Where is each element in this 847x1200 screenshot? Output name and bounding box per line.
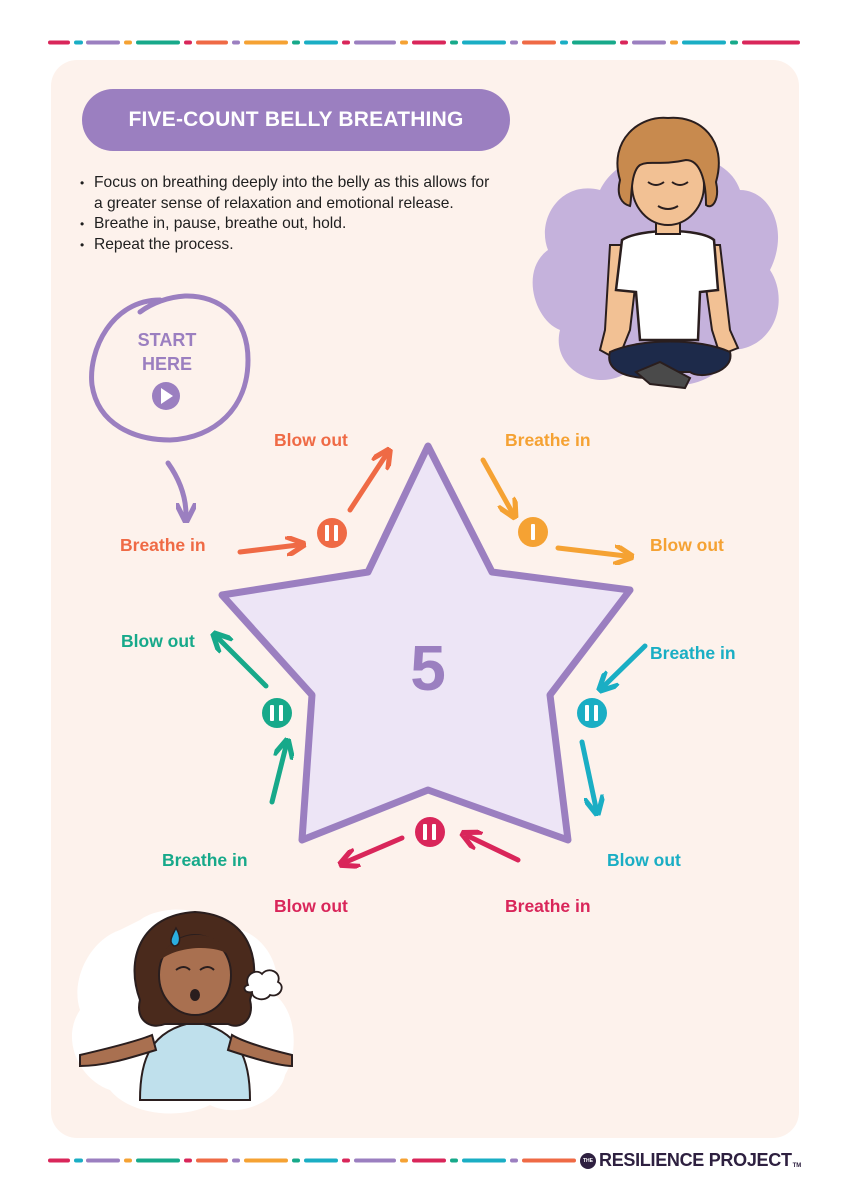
brand-trademark: TM (792, 1162, 802, 1169)
exhaling-girl-illustration (72, 910, 294, 1114)
instruction-item: • Breathe in, pause, breathe out, hold. (80, 214, 500, 235)
start-arrow (168, 463, 186, 515)
label-pink-breathe-in: Breathe in (505, 896, 591, 916)
instruction-item: • Repeat the process. (80, 235, 500, 256)
red-exhale-arrow (350, 455, 386, 510)
green-exhale-arrow (218, 638, 266, 686)
blue-exhale-arrow (582, 742, 596, 808)
meditating-person-illustration (533, 118, 779, 388)
instruction-item: • Focus on breathing deeply into the belly as this allows for a greater sense of relaxation and emotional release. (80, 173, 500, 214)
label-green-blow-out: Blow out (121, 631, 195, 651)
pink-exhale-arrow (346, 838, 402, 862)
green-inhale-arrow (272, 746, 286, 802)
brand-name: RESILIENCE PROJECT (599, 1150, 792, 1170)
pause-icon (317, 518, 347, 548)
label-green-breathe-in: Breathe in (162, 850, 248, 870)
blue-inhale-arrow (604, 646, 645, 686)
pause-icon (415, 817, 445, 847)
label-blue-breathe-in: Breathe in (650, 643, 736, 663)
red-inhale-arrow (240, 545, 298, 552)
pause-icon (262, 698, 292, 728)
label-pink-blow-out: Blow out (274, 896, 348, 916)
orange-exhale-arrow (558, 548, 626, 556)
start-here-label (117, 328, 217, 376)
label-red-blow-out: Blow out (274, 430, 348, 450)
brand-badge: THE (580, 1153, 596, 1169)
label-blue-blow-out: Blow out (607, 850, 681, 870)
pink-inhale-arrow (468, 836, 518, 860)
bottom-decorative-border (48, 1158, 578, 1163)
count-number: 5 (410, 632, 446, 704)
label-orange-breathe-in: Breathe in (505, 430, 591, 450)
label-orange-blow-out: Blow out (650, 535, 724, 555)
label-red-breathe-in: Breathe in (120, 535, 206, 555)
start-label-line1: START (137, 330, 197, 350)
pause-icon (577, 698, 607, 728)
brand-logo (580, 1150, 801, 1171)
orange-inhale-arrow (483, 460, 512, 512)
start-label-line2: HERE (141, 354, 192, 374)
page-title: FIVE-COUNT BELLY BREATHING (128, 108, 464, 131)
